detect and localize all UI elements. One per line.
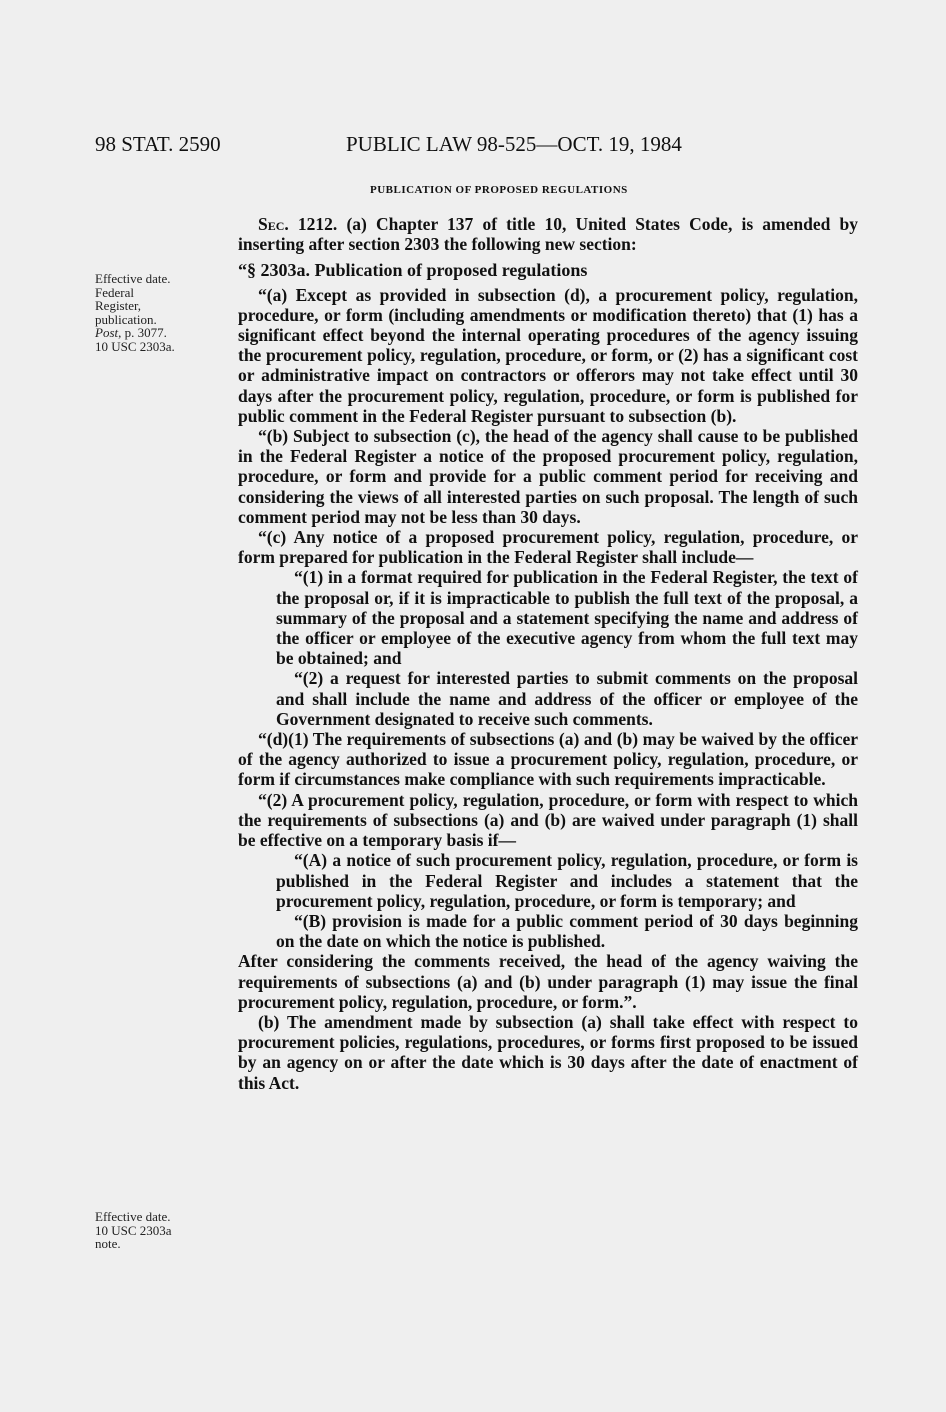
margin-note-line: 10 USC 2303a. bbox=[95, 338, 175, 354]
margin-note-line: Effective date. bbox=[95, 271, 171, 286]
section-title: “§ 2303a. Publication of proposed regulations bbox=[238, 260, 588, 281]
paragraph-c-1: “(1) in a format required for publication in the Federal Register, the text of the proposal or, if it is impracticable to publish the full text of the proposal, a summary of the proposal and a statement specifying the name and address of the officer or employee of the executive agency from whom the full text may be obtained; and bbox=[276, 567, 858, 669]
margin-note-line: 10 USC 2303a bbox=[95, 1222, 172, 1238]
document-body bbox=[238, 214, 858, 1093]
margin-note-line: Federal bbox=[95, 284, 134, 300]
paragraph-c: “(c) Any notice of a proposed procurement policy, regulation, procedure, or form prepared for publication in the Federal Register shall include— bbox=[238, 527, 858, 568]
intro-text: 1212. (a) Chapter 137 of title 10, United States Code, is amended by inserting after section 2303 the following new section: bbox=[238, 214, 858, 255]
paragraph-d-B: “(B) provision is made for a public comment period of 30 days beginning on the date on which the notice is published. bbox=[276, 910, 858, 952]
paragraph-a: “(a) Except as provided in subsection (d), a procurement policy, regulation, procedure, or form (including amendments or modification thereto) that (1) has a significant effect beyond the internal operating procedures of the agency issuing the procurement policy, regulation, procedure, or form, or (2) has a significant cost or administrative impact on contractors or offerors may not take effect until 30 days after the procurement policy, regulation, procedure, or form is published for public comment in the Federal Register pursuant to subsection (b). bbox=[238, 284, 858, 426]
margin-note-rest: , p. 3077. bbox=[118, 325, 167, 340]
paragraph-sub-b: (b) The amendment made by subsection (a) shall take effect with respect to procurement policies, regulations, procedures, or forms first proposed to be issued by an agency on or after the date which is 30 days after the date of enactment of this Act. bbox=[238, 1011, 858, 1093]
margin-note-line: publication. bbox=[95, 311, 157, 327]
margin-note-line: Register, bbox=[95, 298, 142, 313]
public-law-header: PUBLIC LAW 98-525—OCT. 19, 1984 bbox=[346, 132, 682, 156]
margin-note-effective-date-2 bbox=[95, 1210, 172, 1251]
margin-note-line: note. bbox=[95, 1236, 121, 1251]
paragraph-c-2: “(2) a request for interested parties to submit comments on the proposal and shall include the name and address of the officer or employee of the Government designated to receive such comments. bbox=[276, 668, 858, 729]
page-stat-header: 98 STAT. 2590 bbox=[95, 132, 221, 156]
margin-note-line: Effective date. bbox=[95, 1209, 171, 1224]
margin-note-italic: Post bbox=[95, 325, 119, 340]
margin-note-effective-date bbox=[95, 272, 175, 353]
paragraph-d-A: “(A) a notice of such procurement policy, regulation, procedure, or form is published in the Federal Register and includes a statement that the procurement policy, regulation, procedure, or form is temporary; and bbox=[276, 850, 858, 911]
sec-label: Sec. bbox=[258, 214, 289, 234]
margin-note-line bbox=[95, 326, 175, 340]
intro-paragraph bbox=[238, 214, 858, 254]
paragraph-d-1: “(d)(1) The requirements of subsections (a) and (b) may be waived by the officer of the agency authorized to issue a procurement policy, regulation, procedure, or form if circumstances make compliance with such requirements impracticable. bbox=[238, 729, 858, 790]
section-heading: PUBLICATION OF PROPOSED REGULATIONS bbox=[370, 184, 628, 196]
paragraph-d-2: “(2) A procurement policy, regulation, procedure, or form with respect to which the requirements of subsections (a) and (b) are waived under paragraph (1) shall be effective on a temporary basis if— bbox=[238, 789, 858, 851]
paragraph-after: After considering the comments received, the head of the agency waiving the requirements of subsections (a) and (b) under paragraph (1) may issue the final procurement policy, regulation, procedure, or form.”. bbox=[238, 951, 858, 1012]
paragraph-b: “(b) Subject to subsection (c), the head of the agency shall cause to be published in the Federal Register a notice of the proposed procurement policy, regulation, procedure, or form and provide for a public comment period for receiving and considering the views of all interested parties on such proposal. The length of such comment period may not be less than 30 days. bbox=[238, 426, 858, 527]
